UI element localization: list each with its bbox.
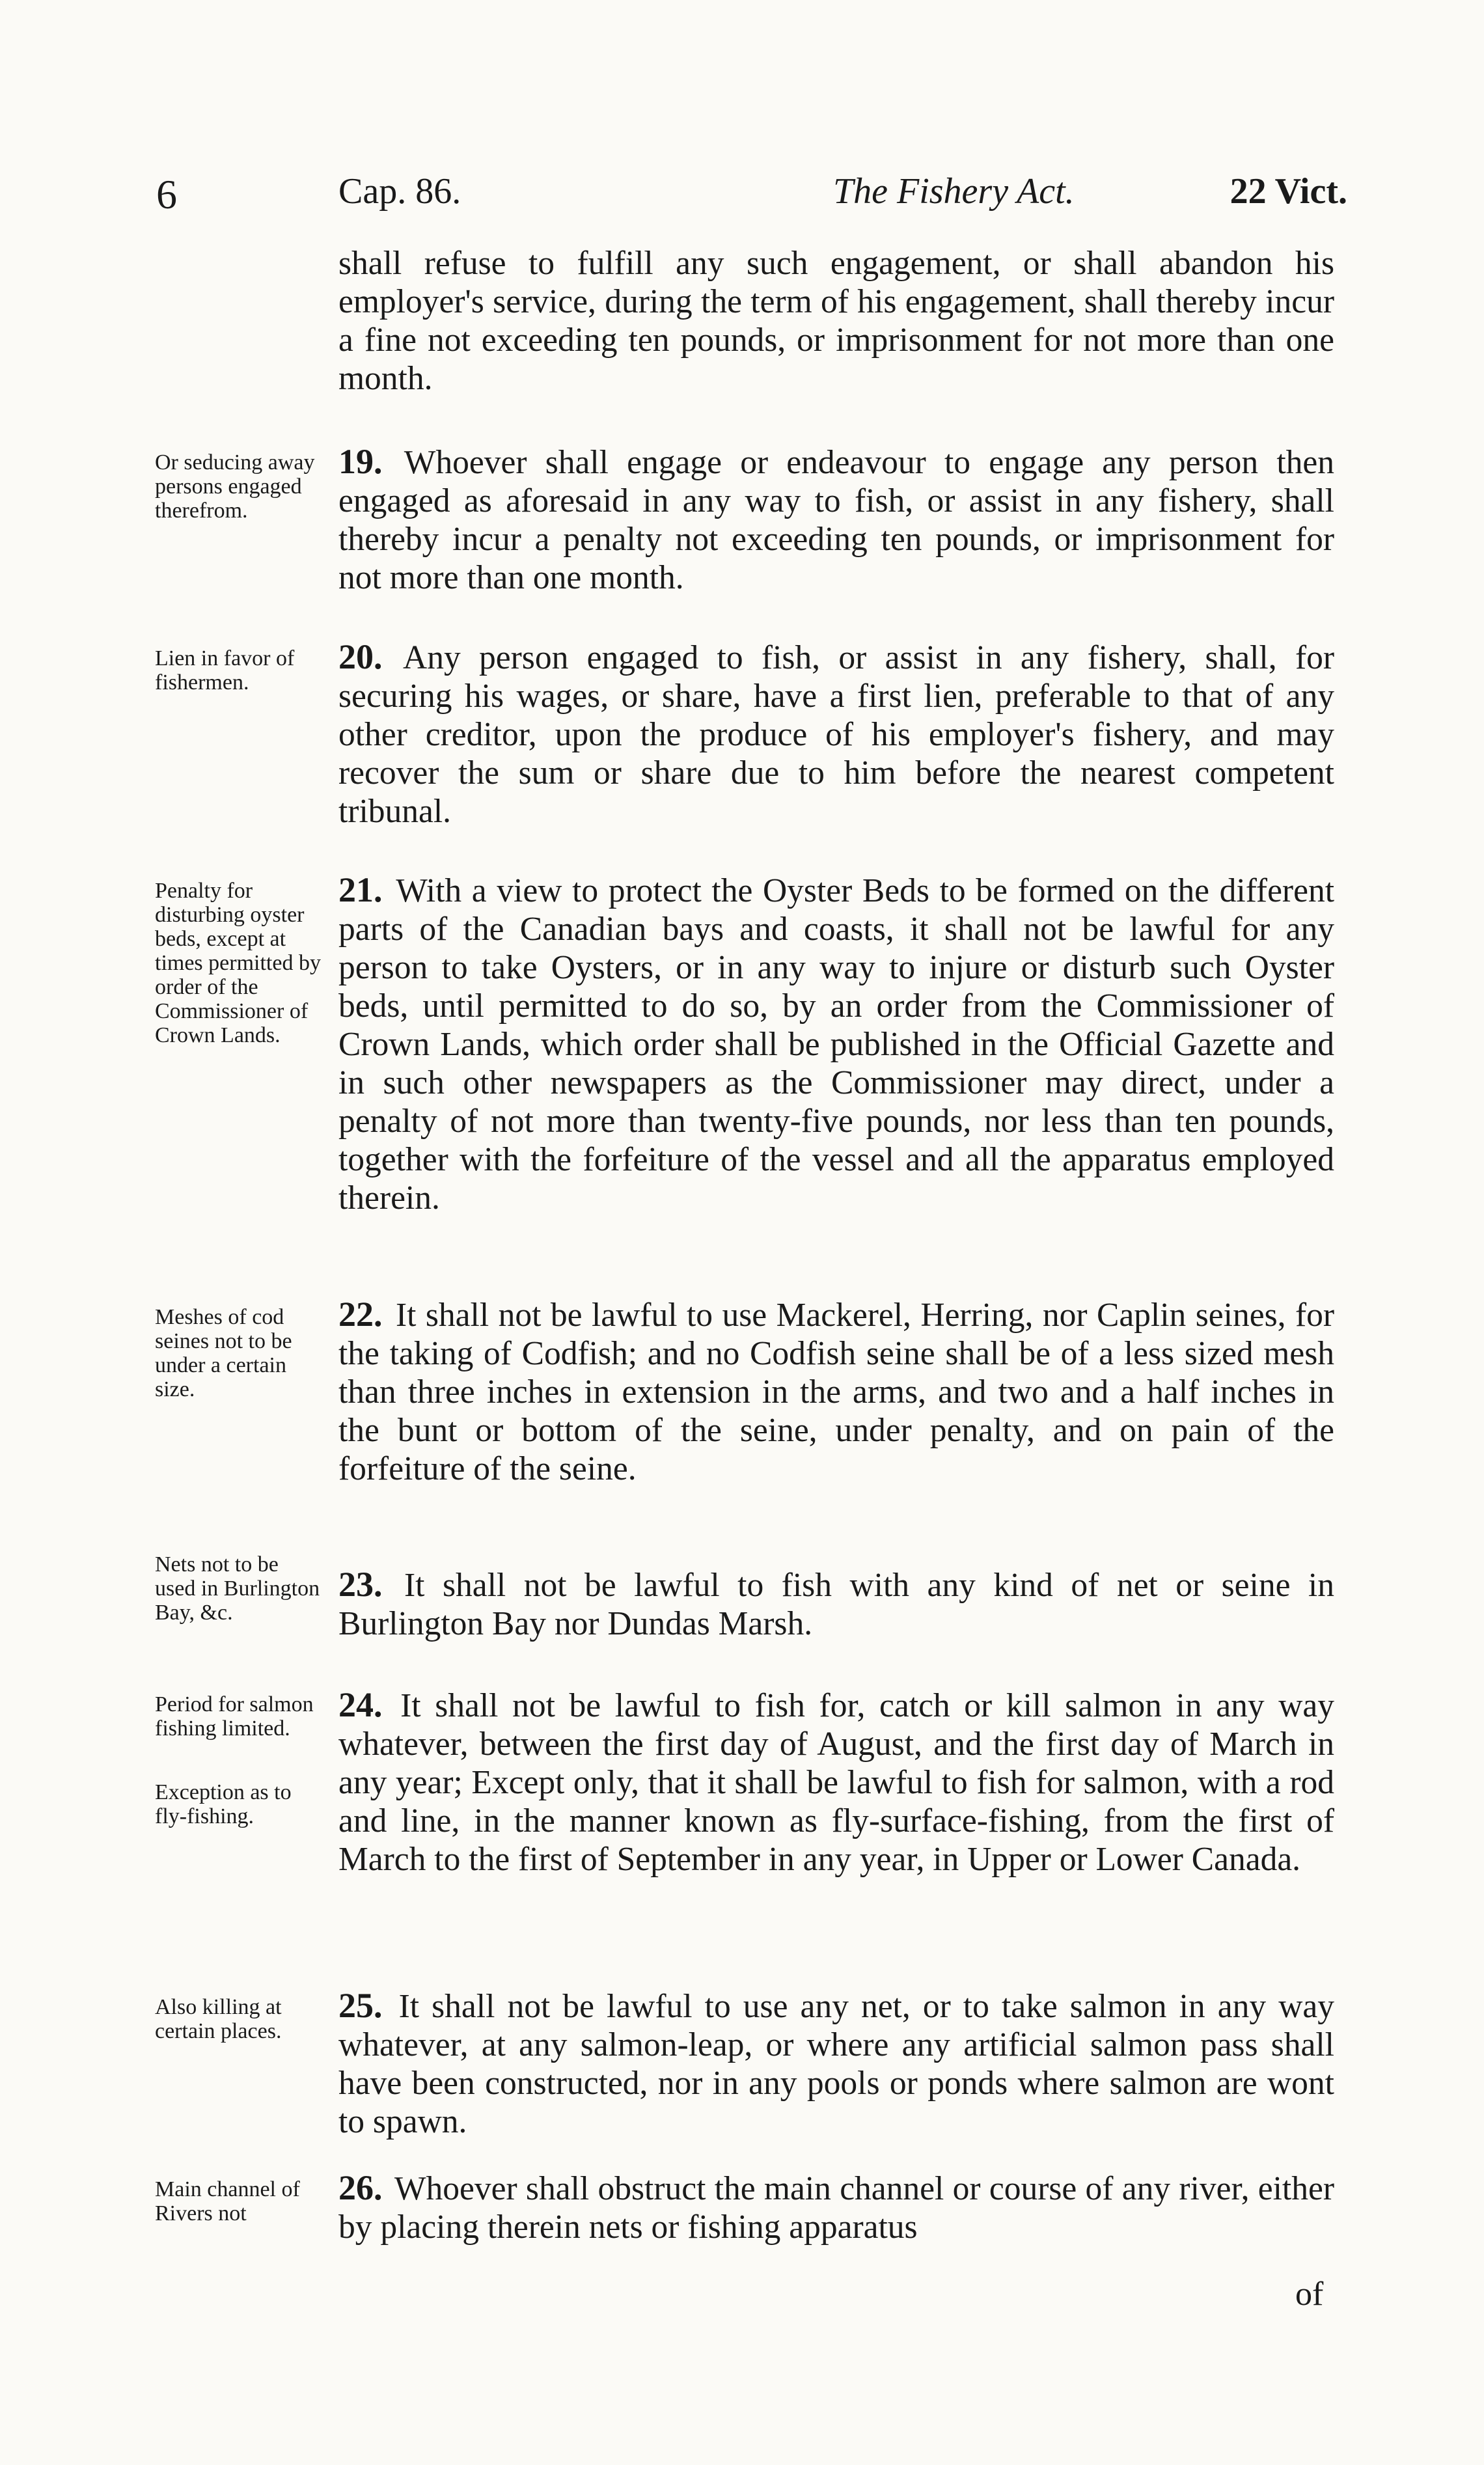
chapter-number: Cap. 86. <box>338 171 461 212</box>
regnal-year: 22 Vict. <box>1230 171 1347 212</box>
section-number: 21. <box>338 870 383 909</box>
marginal-note-20: Lien in favor of fishermen. <box>155 646 295 695</box>
section-22 <box>338 1295 1334 1488</box>
section-number: 19. <box>338 442 383 481</box>
section-25 <box>338 1987 1334 2141</box>
marginal-note-21: Penalty for disturbing oyster beds, except at times permitted by order of the Commissioner of Crown Lands. <box>155 879 321 1047</box>
section-text: Any person engaged to fish, or assist in any fishery, shall, for securing his wages, or share, have a first lien, preferable to that of any other creditor, upon the produce of his employer's fishery, and may recover the sum or share due to him before the nearest competent tribunal. <box>338 639 1334 830</box>
act-title: The Fishery Act. <box>833 171 1075 212</box>
section-number: 24. <box>338 1685 383 1724</box>
running-header <box>156 171 1347 223</box>
section-text: Whoever shall engage or endeavour to engage any person then engaged as aforesaid in any way to fish, or assist in any fishery, shall thereby incur a penalty not exceeding ten pounds, or imprisonment for not more than one month. <box>338 444 1334 596</box>
section-text: It shall not be lawful to fish with any kind of net or seine in Burlington Bay nor Dundas Marsh. <box>338 1567 1334 1642</box>
section-24 <box>338 1686 1334 1879</box>
section-26 <box>338 2169 1334 2246</box>
section-19 <box>338 443 1334 597</box>
section-text: It shall not be lawful to fish for, catch or kill salmon in any way whatever, between the first day of August, and the first day of March in any year; Except only, that it shall be lawful to fish for salmon, with a rod and line, in the manner known as fly-surface-fishing, from the first of March to the first of September in any year, in Upper or Lower Canada. <box>338 1687 1335 1878</box>
section-text: With a view to protect the Oyster Beds to be formed on the different parts of the Canadian bays and coasts, it shall not be lawful for any person to take Oysters, or in any way to injure or disturb such Oyster beds, until permitted to do so, by an order from the Commissioner of Crown Lands, which order shall be published in the Official Gazette and in such other newspapers as the Commissioner may direct, under a penalty of not more than twenty-five pounds, nor less than ten pounds, together with the forfeiture of the vessel and all the apparatus employed therein. <box>338 872 1334 1217</box>
marginal-note-24-exception: Exception as to fly-fishing. <box>155 1780 292 1828</box>
marginal-note-19: Or seducing away persons engaged therefrom. <box>155 450 315 523</box>
section-20 <box>338 638 1334 831</box>
section-number: 20. <box>338 637 383 676</box>
continuation-paragraph <box>338 244 1334 398</box>
section-text: It shall not be lawful to use any net, or to take salmon in any way whatever, at any salmon-leap, or where any artificial salmon pass shall have been constructed, nor in any pools or ponds where salmon are wont to spawn. <box>338 1988 1334 2140</box>
marginal-note-24: Period for salmon fishing limited. <box>155 1692 314 1741</box>
marginal-note-23: Nets not to be used in Burlington Bay, &c. <box>155 1552 320 1625</box>
marginal-note-25: Also killing at certain places. <box>155 1995 282 2043</box>
section-text: Whoever shall obstruct the main channel or course of any river, either by placing therein nets or fishing apparatus <box>338 2170 1334 2246</box>
section-number: 22. <box>338 1295 383 1334</box>
section-number: 23. <box>338 1565 383 1604</box>
intro-text: shall refuse to fulfill any such engagement, or shall abandon his employer's service, during the term of his engagement, shall thereby incur a fine not exceeding ten pounds, or imprisonment for not more than one month. <box>338 245 1334 397</box>
marginal-note-22: Meshes of cod seines not to be under a certain size. <box>155 1305 292 1401</box>
catchword: of <box>1295 2276 1324 2313</box>
page-number: 6 <box>156 171 177 217</box>
marginal-note-26: Main channel of Rivers not <box>155 2177 300 2225</box>
section-text: It shall not be lawful to use Mackerel, Herring, nor Caplin seines, for the taking of Codfish; and no Codfish seine shall be of a less sized mesh than three inches in extension in the arms, and two and a half inches in the bunt or bottom of the seine, under penalty, and on pain of the forfeiture of the seine. <box>338 1297 1335 1487</box>
section-number: 26. <box>338 2168 383 2207</box>
section-21 <box>338 871 1334 1217</box>
section-23 <box>338 1565 1334 1643</box>
section-number: 25. <box>338 1986 383 2025</box>
